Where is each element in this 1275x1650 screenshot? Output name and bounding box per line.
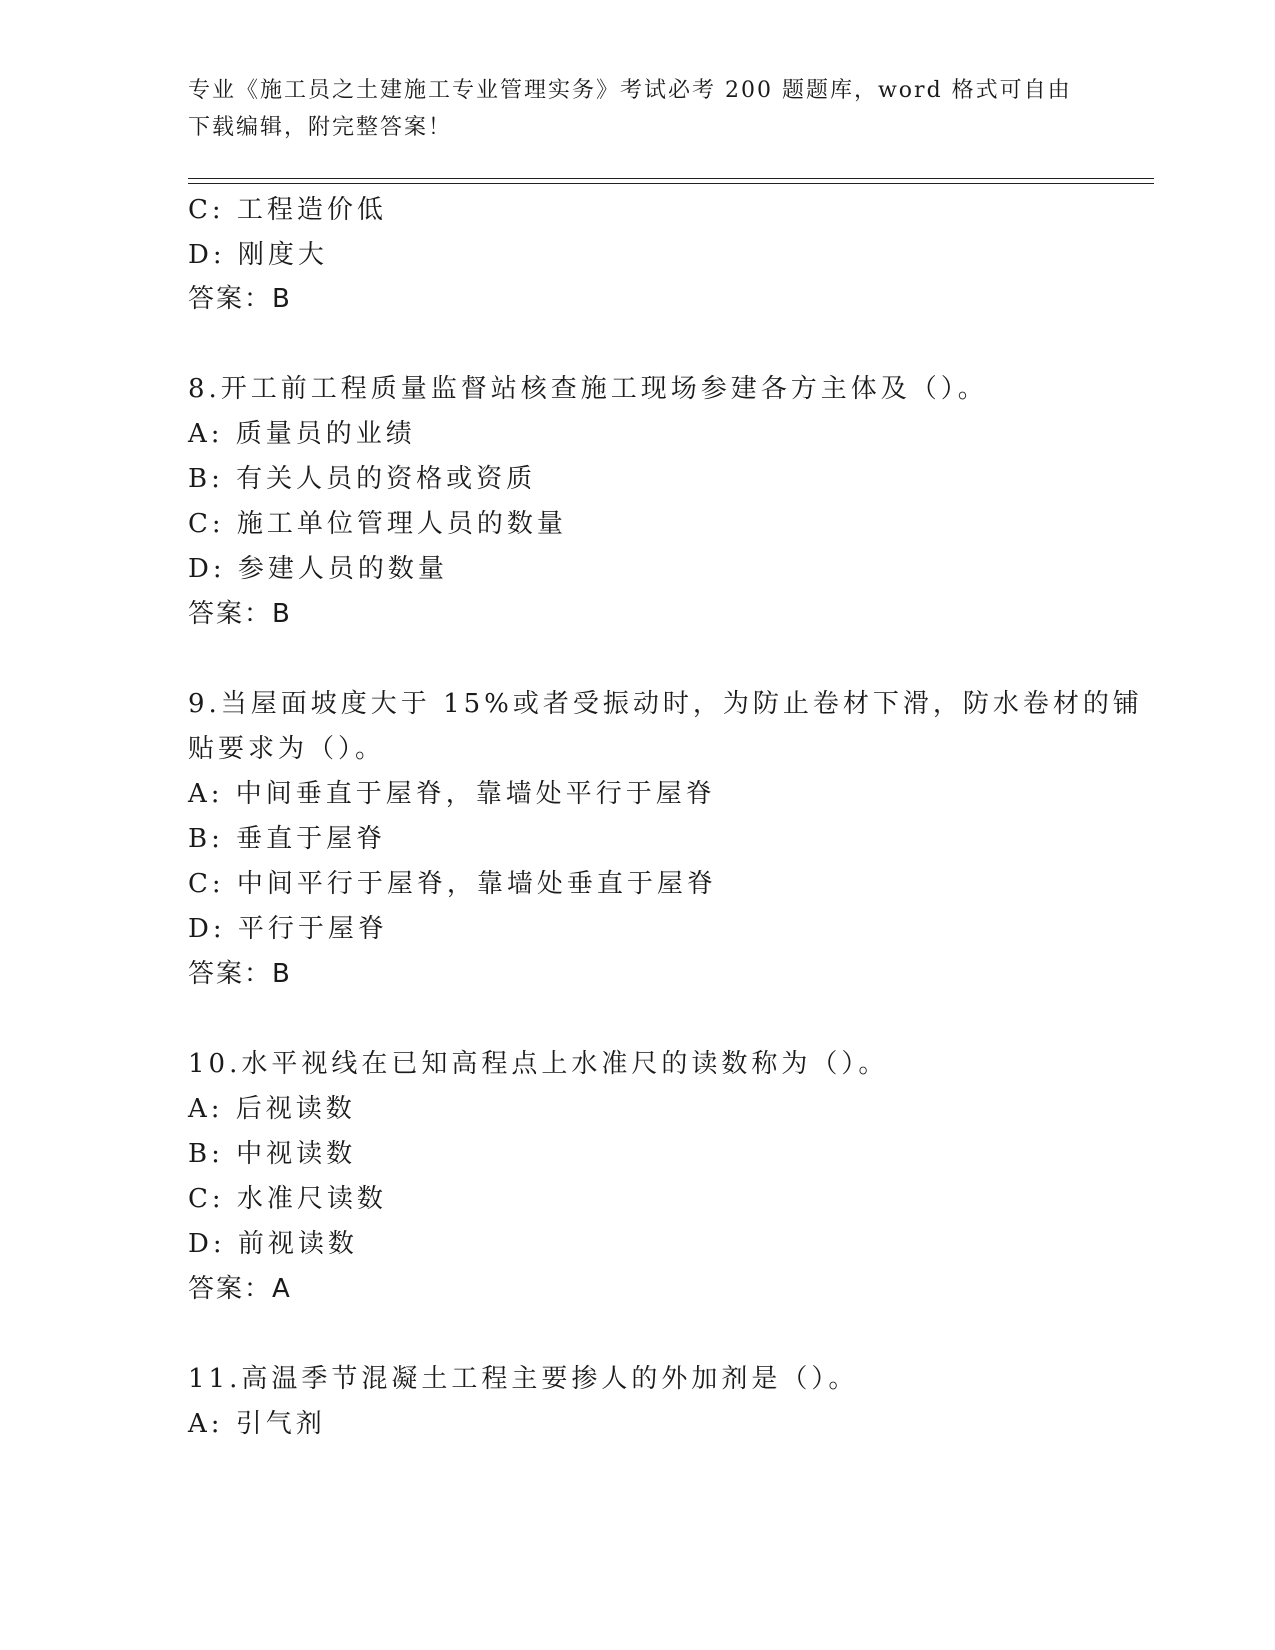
q8-stem: 8.开工前工程质量监督站核查施工现场参建各方主体及（）。 xyxy=(188,374,988,404)
header-divider-bottom xyxy=(188,183,1154,184)
q11-option-a: A: 引气剂 xyxy=(188,1409,326,1439)
q9-option-d: D: 平行于屋脊 xyxy=(188,914,388,944)
q10-option-a: A: 后视读数 xyxy=(188,1094,356,1124)
q8-option-d: D: 参建人员的数量 xyxy=(188,554,448,584)
header-line-1: 专业《施工员之土建施工专业管理实务》考试必考 200 题题库，word 格式可自由 xyxy=(188,78,1072,103)
q7-answer: 答案：B xyxy=(188,284,292,314)
q9-stem-line-1: 9.当屋面坡度大于 15%或者受振动时，为防止卷材下滑，防水卷材的铺 xyxy=(188,689,1143,719)
q9-option-b: B: 垂直于屋脊 xyxy=(188,824,387,854)
q9-answer: 答案：B xyxy=(188,959,292,989)
header-divider-top xyxy=(188,178,1154,179)
q8-option-a: A: 质量员的业绩 xyxy=(188,419,416,449)
q10-answer: 答案：A xyxy=(188,1274,292,1304)
q8-answer: 答案：B xyxy=(188,599,292,629)
q10-stem: 10.水平视线在已知高程点上水准尺的读数称为（）。 xyxy=(188,1049,889,1079)
q10-option-d: D: 前视读数 xyxy=(188,1229,358,1259)
q11-stem: 11.高温季节混凝土工程主要掺人的外加剂是（）。 xyxy=(188,1364,859,1394)
document-header xyxy=(188,72,1088,146)
header-line-2: 下载编辑，附完整答案！ xyxy=(188,115,453,140)
q10-option-b: B: 中视读数 xyxy=(188,1139,357,1169)
q10-option-c: C: 水准尺读数 xyxy=(188,1184,387,1214)
q7-option-d: D: 刚度大 xyxy=(188,240,328,270)
q9-option-c: C: 中间平行于屋脊，靠墙处垂直于屋脊 xyxy=(188,869,717,899)
q8-option-c: C: 施工单位管理人员的数量 xyxy=(188,509,567,539)
q9-option-a: A: 中间垂直于屋脊，靠墙处平行于屋脊 xyxy=(188,779,716,809)
q7-option-c: C: 工程造价低 xyxy=(188,195,387,225)
q9-stem-line-2: 贴要求为（）。 xyxy=(188,734,386,764)
q8-option-b: B: 有关人员的资格或资质 xyxy=(188,464,537,494)
